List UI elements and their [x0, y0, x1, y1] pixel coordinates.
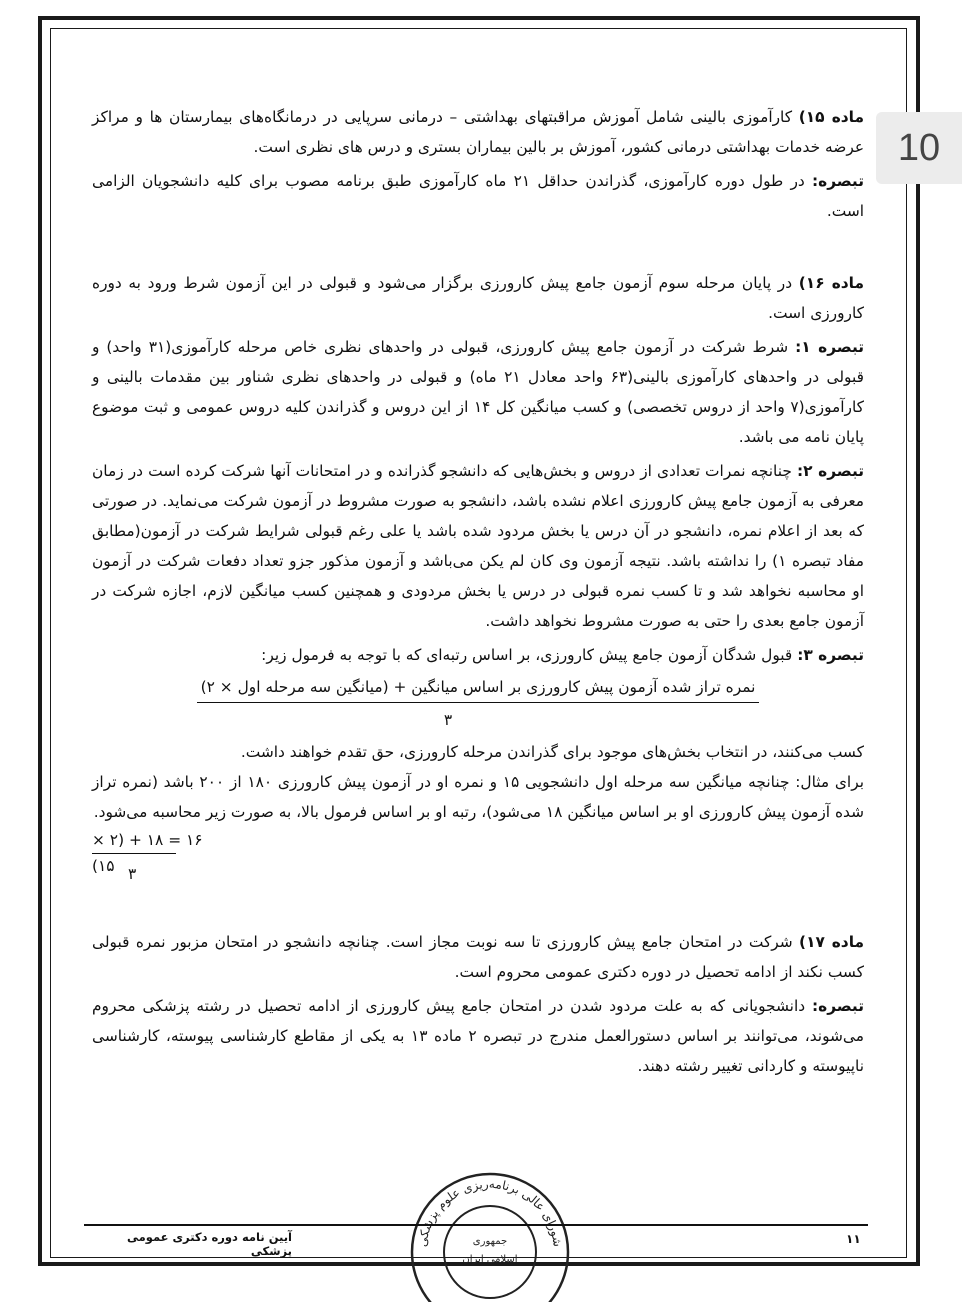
after-formula-text: کسب می‌کنند، در انتخاب بخش‌های موجود برای گذراندن مرحله کارورزی، حق تقدم خواهند داشت. [240, 743, 864, 761]
article-15-note-text: در طول دوره کارآموزی، گذراندن حداقل ۲۱ ماه کارآموزی طبق برنامه مصوب برای کلیه دانشجویان الزامی است. [92, 172, 864, 220]
article-16-note-3 [92, 640, 864, 670]
ranking-formula-denominator: ۳ [443, 711, 453, 729]
article-16-note-1 [92, 332, 864, 452]
article-17-heading: ماده ۱۷) [799, 933, 864, 951]
article-15-heading: ماده ۱۵) [798, 108, 864, 126]
example-formula-numerator: ۱۶ = ۱۸ + (۲ × ۱۵) [92, 831, 203, 875]
example-text: برای مثال: چنانچه میانگین سه مرحله اول دانشجویی ۱۵ و نمره او در آزمون پیش کارورزی ۱۸۰ از ۲۰۰ باشد (نمره تراز شده آزمون پیش کارورزی او بر اساس میانگین ۱۸ می‌شود)، رتبه او بر اساس فرمول بالا، به صورت زیر محاسبه می‌شود. [92, 773, 864, 821]
article-16-heading: ماده ۱۶) [798, 274, 864, 292]
article-16 [92, 268, 864, 328]
article-15-note-heading: تبصره: [811, 172, 864, 190]
page-count-badge: 10 [876, 112, 962, 184]
footer-title: آیین نامه دوره دکتری عمومی پزشکی [126, 1230, 292, 1258]
article-16-note-1-text: شرط شرکت در آزمون جامع پیش کارورزی، قبولی در واحدهای نظری خاص مرحله کارآموزی(۳۱ واحد) و قبولی در واحدهای کارآموزی بالینی(۶۳ واحد معادل ۲۱ ماه) و قبولی در واحدهای نظری شناور بین مقدمات بالینی و کارآموزی(۷ واحد از دروس تخصصی) و کسب میانگین کل ۱۴ از این دروس و گذراندن کلیه دروس عمومی و ثبت موضوع پایان نامه می باشد. [92, 338, 864, 446]
document-body [92, 102, 864, 1081]
seal-outer-text: شورای عالی برنامه‌ریزی علوم پزشکی [415, 1176, 565, 1248]
seal-center-line-2: اسلامی ایران [462, 1254, 518, 1265]
article-15-note [92, 166, 864, 226]
ranking-formula-numerator: نمره تراز شده آزمون پیش کارورزی بر اساس میانگین + (میانگین سه مرحله اول × ۲) [197, 674, 760, 703]
article-17-text: شرکت در امتحان جامع پیش کارورزی تا سه نوبت مجاز است. چنانچه دانشجو در امتحان مزبور نمره قبولی کسب نکند از ادامه تحصیل در دوره دکتری عمومی محروم است. [92, 933, 864, 981]
example-formula-fraction-line [92, 853, 176, 854]
article-17-note-heading: تبصره: [811, 997, 864, 1015]
article-16-note-3-text: قبول شدگان آزمون جامع پیش کارورزی، بر اساس رتبه‌ای که با توجه به فرمول زیر: [261, 646, 798, 664]
example-formula [92, 827, 864, 893]
article-16-note-3-heading: تبصره ۳: [797, 646, 864, 664]
article-16-note-2-text: چنانچه نمرات تعدادی از دروس و بخش‌هایی که دانشجو گذرانده و در امتحانات آنها شرکت کرده است در زمان معرفی به آزمون جامع پیش کارورزی اعلام نشده باشد، دانشجو به صورت مشروط در آزمون شرکت می‌نماید. در صورتی که بعد از اعلام نمره، دانشجو در آن درس یا بخش مردود شده باشد یا علی رغم قبولی شرایط شرکت در آزمون(مطابق مفاد تبصره ۱) را نداشته باشد. نتیجه آزمون وی کان لم یکن می‌باشد و آزمون مذکور جزو تعداد دفعات شرکت در آزمون او محاسبه نخواهد شد و تا کسب نمره قبولی در درس یا بخش مردودی و همچنین کسب میانگین لازم، اجازه شرکت در آزمون جامع بعدی را حتی به صورت مشروط نخواهد داشت. [92, 462, 864, 630]
article-17-note-text: دانشجویانی که به علت مردود شدن در امتحان جامع پیش کارورزی از ادامه تحصیل در رشته پزشکی محروم می‌شوند، می‌توانند بر اساس دستورالعمل مندرج در تبصره ۲ ماده ۱۳ به یکی از مقاطع کارشناسی پیوسته، کارشناسی ناپیوسته و کاردانی تغییر رشته دهند. [92, 997, 864, 1075]
article-16-note-1-heading: تبصره ۱: [795, 338, 865, 356]
footer-rule [84, 1224, 868, 1226]
example-formula-denominator: ۳ [128, 865, 137, 883]
seal-center-line-1: جمهوری [472, 1236, 508, 1247]
footer-page-number: ۱۱ [846, 1232, 861, 1246]
article-17-note [92, 991, 864, 1081]
article-15-text: کارآموزی بالینی شامل آموزش مراقبتهای بهداشتی – درمانی سرپایی در درمانگاه‌های بیمارستان ها و مراکز عرضه خدمات بهداشتی درمانی کشور، آموزش بر بالین بیماران بستری و درس های نظری است. [92, 108, 864, 156]
article-16-note-2 [92, 456, 864, 636]
ranking-formula [92, 672, 864, 737]
article-16-text: در پایان مرحله سوم آزمون جامع پیش کارورزی برگزار می‌شود و قبولی در این آزمون شرط ورود به دوره کارورزی است. [92, 274, 864, 322]
article-16-note-2-heading: تبصره ۲: [797, 462, 864, 480]
article-15 [92, 102, 864, 162]
article-17 [92, 927, 864, 987]
